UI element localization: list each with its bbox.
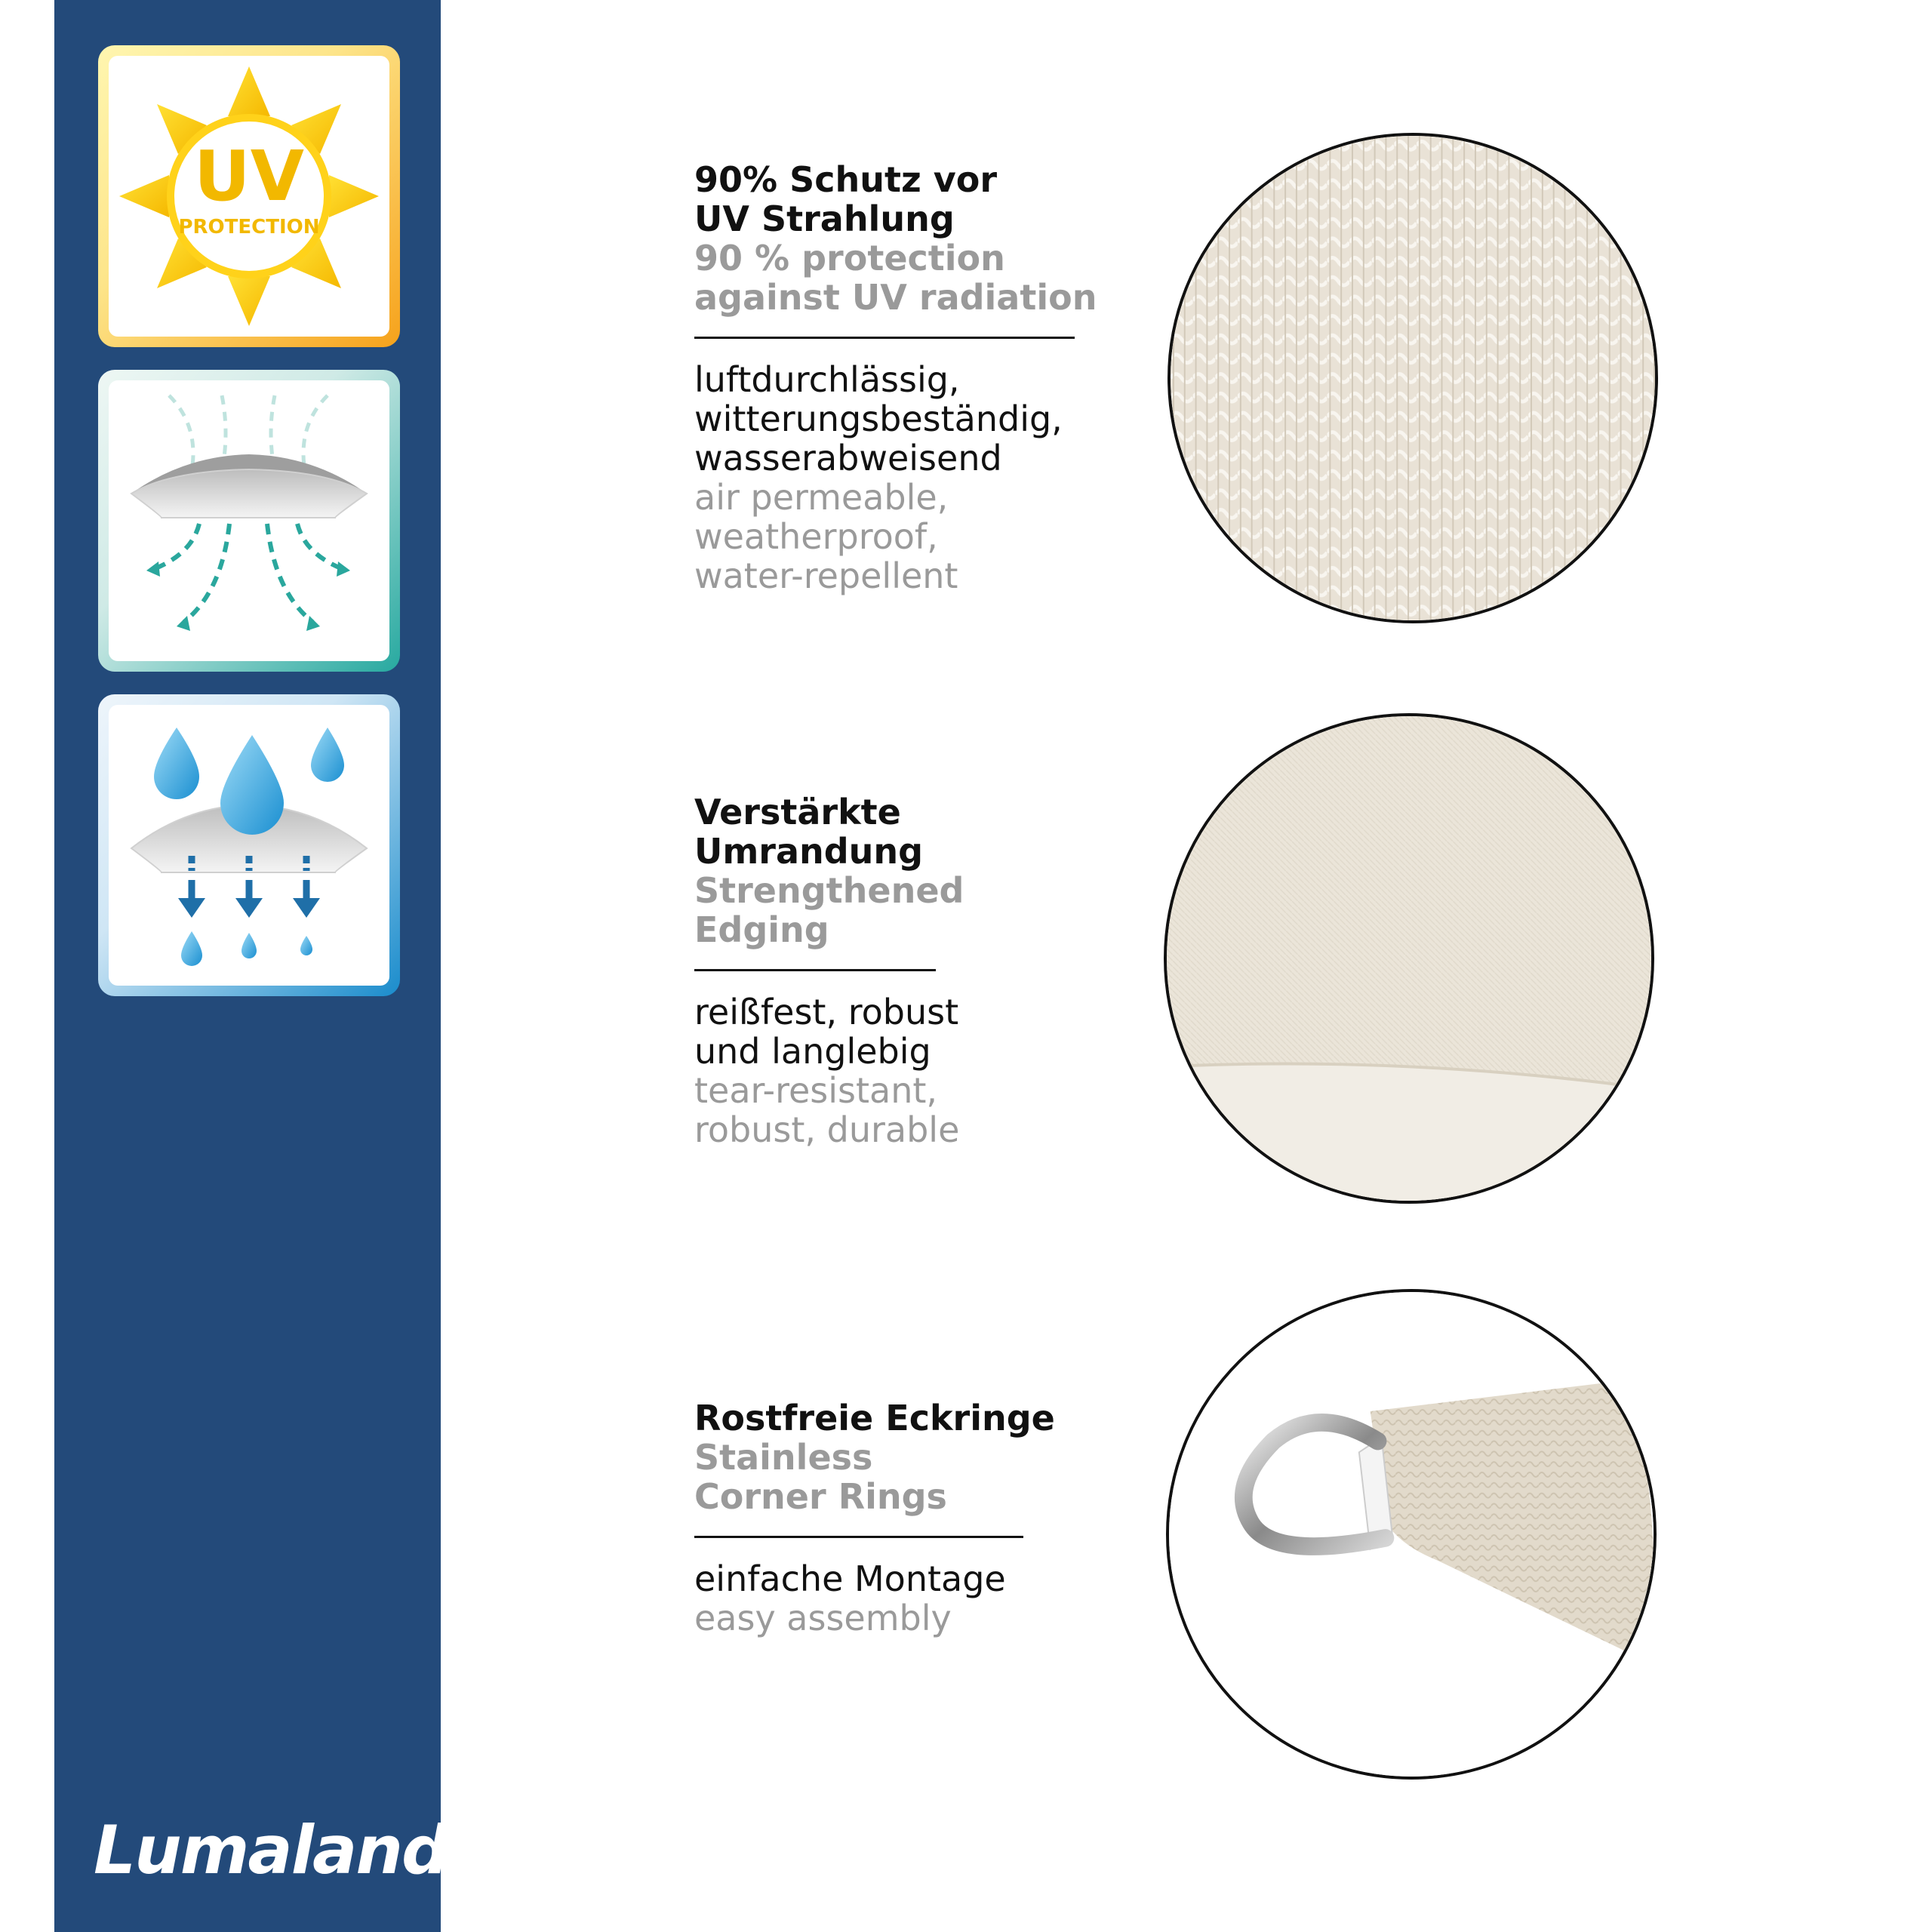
divider [694,337,1075,339]
feature-title-de: 90% Schutz vor UV Strahlung [694,159,998,239]
divider [694,969,936,971]
feature-desc-de: einfache Montage [694,1558,1006,1599]
feature-desc-de: luftdurchlässig, witterungsbeständig, wasserabweisend [694,359,1063,478]
feature-title-en: 90 % protection against UV radiation [694,238,1097,318]
feature-title-de: Verstärkte Umrandung [694,792,924,872]
sidebar [54,0,448,1932]
feature-title-en: Strengthened Edging [694,870,964,950]
feature-uv-protection [694,160,1117,595]
feature-desc-en: air permeable, weatherproof, water-repellent [694,477,958,596]
brand-logo: Lumaland [94,1811,448,1889]
divider [694,1536,1023,1538]
feature-desc-en: tear-resistant, robust, durable [694,1070,960,1150]
uv-big-text: UV [194,136,304,217]
feature-desc-en: easy assembly [694,1598,952,1638]
feature-title-en: Stainless Corner Rings [694,1437,947,1517]
mesh-fabric-closeup [1168,133,1658,623]
feature-title-de: Rostfreie Eckringe [694,1398,1055,1438]
corner-ring-closeup [1166,1289,1657,1780]
edging-closeup [1164,713,1654,1204]
uv-small-text: PROTECTION [178,216,320,238]
water-repellent-icon [98,694,400,996]
feature-strengthened-edging [694,792,1117,1149]
air-permeable-icon [98,370,400,672]
feature-desc-de: reißfest, robust und langlebig [694,992,959,1072]
uv-protection-icon [98,45,400,347]
feature-corner-rings [694,1398,1117,1638]
